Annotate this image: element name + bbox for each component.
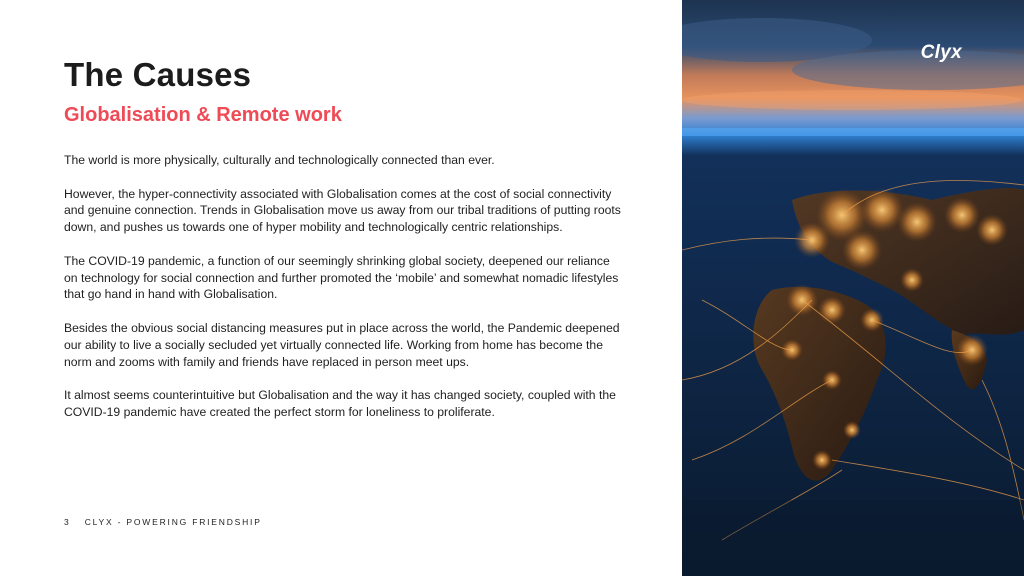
page-number: 3	[64, 517, 71, 527]
paragraph-3: The COVID-19 pandemic, a function of our seemingly shrinking global society, deepened our reliance on technology for social connection and further promoted the ‘mobile’ and somewhat nomadic lifestyles that go hand in hand with Globalisation.	[64, 253, 619, 302]
paragraph-5: It almost seems counterintuitive but Globalisation and the way it has changed society, coupled with the COVID-19 pandemic have created the perfect storm for loneliness to proliferate.	[64, 388, 616, 419]
clyx-logo: Clyx	[920, 42, 962, 63]
page-title: The Causes	[64, 56, 252, 93]
paragraph-4: Besides the obvious social distancing measures put in place across the world, the Pandemic deepened our ability to live a socially secluded yet virtually connected life. Working from home has become the norm and zooms with family and friends have replaced in person meet ups.	[64, 320, 620, 369]
footer-text: CLYX - POWERING FRIENDSHIP	[84, 517, 262, 527]
paragraph-1: The world is more physically, culturally and technologically connected than ever.	[64, 153, 495, 167]
paragraph-2: However, the hyper-connectivity associated with Globalisation comes at the cost of social connectivity and genuine connection. Trends in Globalisation move us away from our tribal traditions of putting roots down, and pushes us towards one of hyper mobility and technologically centric relationships.	[64, 186, 621, 235]
earth-night-image	[682, 0, 1024, 576]
footer	[64, 517, 262, 527]
page-subtitle: Globalisation & Remote work	[64, 104, 342, 126]
earth-night-lights-icon	[682, 0, 1024, 576]
body-text	[64, 152, 624, 438]
